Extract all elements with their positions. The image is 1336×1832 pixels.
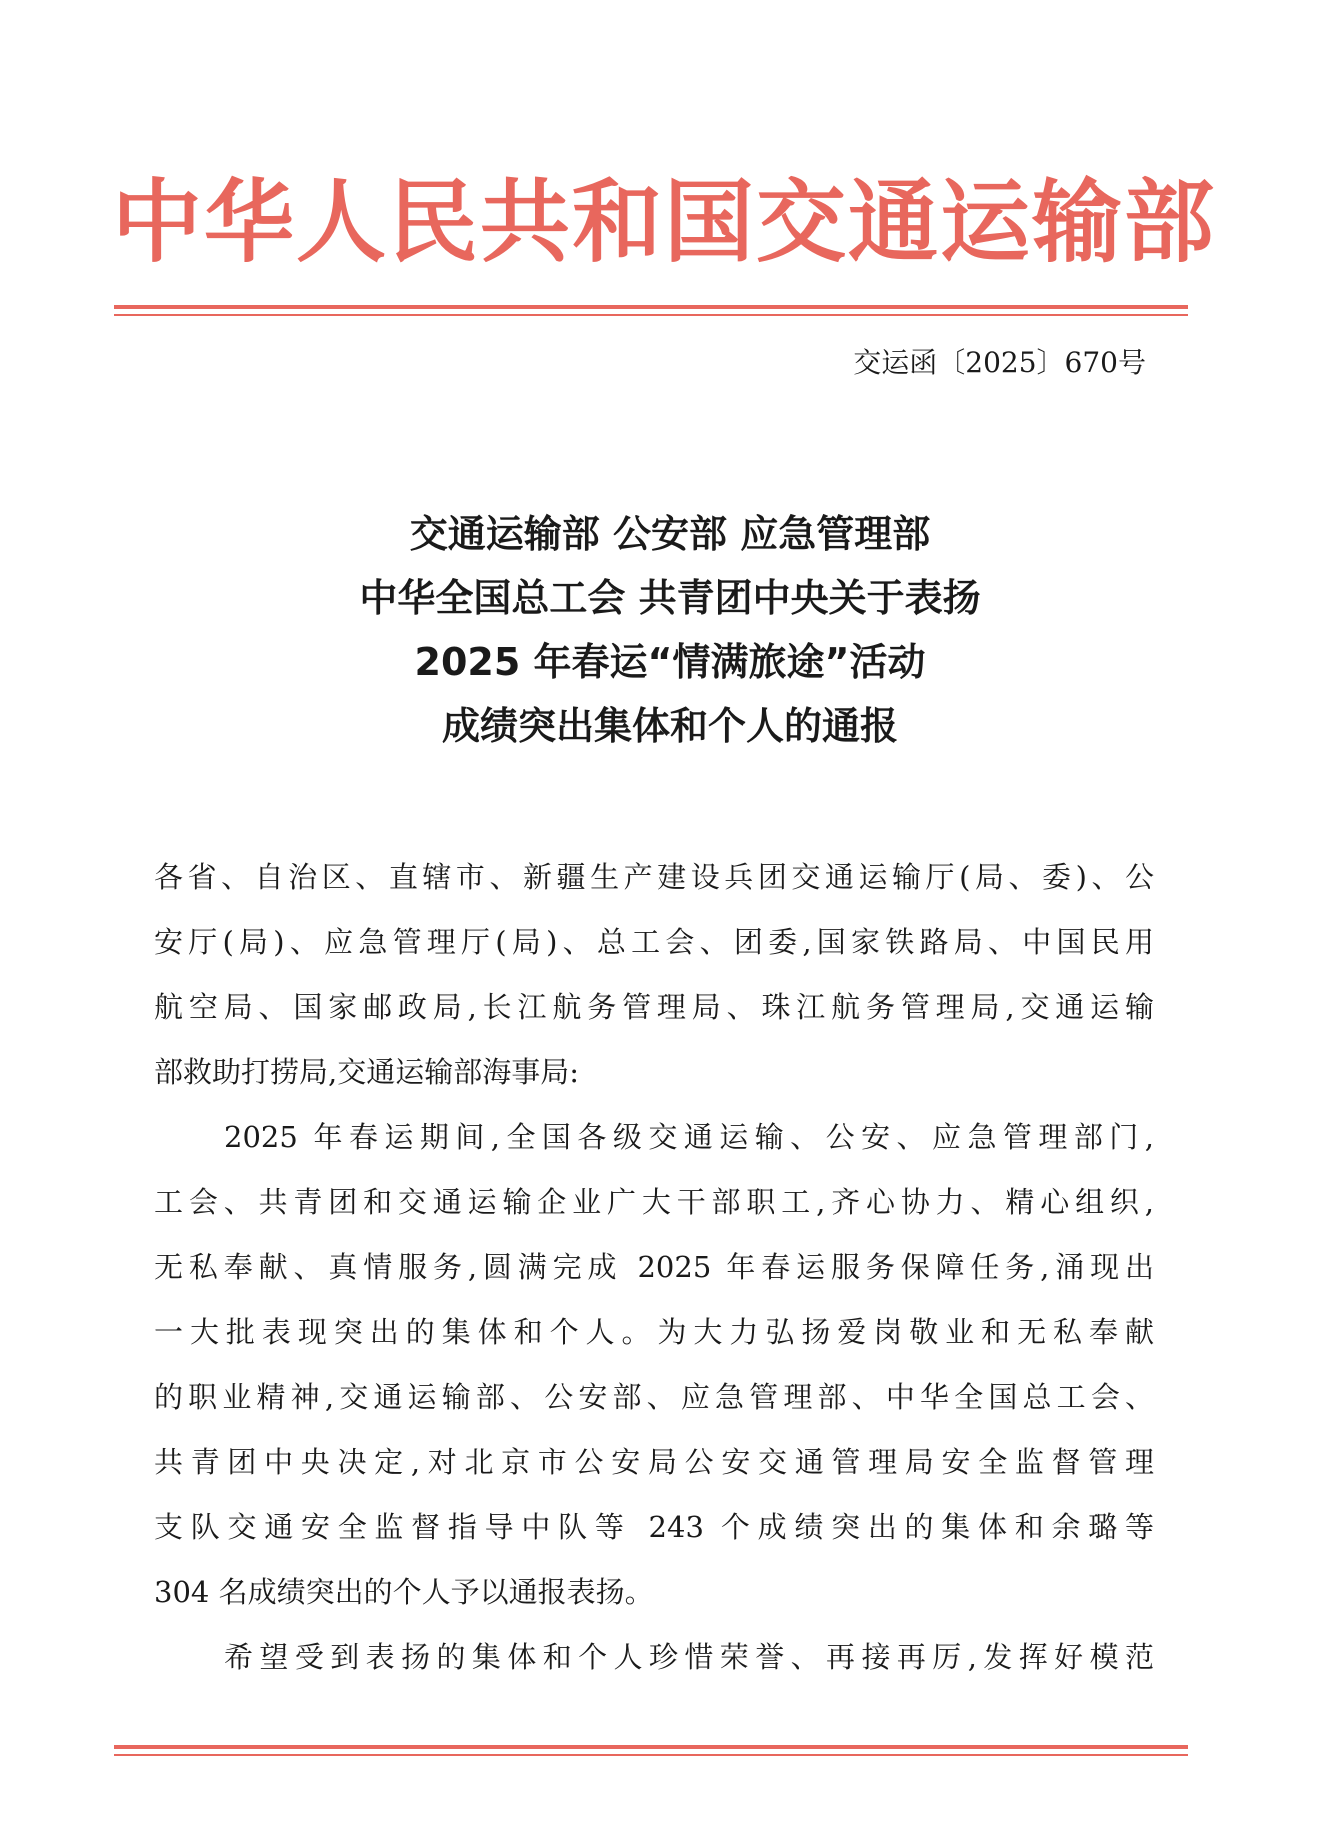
- body-line: 各省、自治区、直辖市、新疆生产建设兵团交通运输厅(局、委)、公: [154, 860, 1154, 894]
- body-line: 的职业精神,交通运输部、公安部、应急管理部、中华全国总工会、: [154, 1380, 1154, 1414]
- title-line: 2025 年春运“情满旅途”活动: [414, 640, 926, 684]
- body-line: 希望受到表扬的集体和个人珍惜荣誉、再接再厉,发挥好模范: [224, 1640, 1154, 1674]
- title-line: 中华全国总工会 共青团中央关于表扬: [359, 576, 981, 620]
- title-line: 交通运输部 公安部 应急管理部: [409, 512, 931, 556]
- body-line: 一大批表现突出的集体和个人。为大力弘扬爱岗敬业和无私奉献: [154, 1315, 1154, 1349]
- body-line: 无私奉献、真情服务,圆满完成 2025 年春运服务保障任务,涌现出: [154, 1250, 1154, 1284]
- body-line: 航空局、国家邮政局,长江航务管理局、珠江航务管理局,交通运输: [154, 990, 1154, 1024]
- footer-rule-thick: [114, 1745, 1188, 1749]
- body-line: 部救助打捞局,交通运输部海事局:: [154, 1055, 579, 1089]
- footer-rule-thin: [114, 1754, 1188, 1756]
- document-body: [154, 845, 1154, 1690]
- body-line: 2025 年春运期间,全国各级交通运输、公安、应急管理部门,: [224, 1120, 1154, 1154]
- document-number: 交运函〔2025〕670号: [853, 346, 1146, 379]
- body-line: 工会、共青团和交通运输企业广大干部职工,齐心协力、精心组织,: [154, 1185, 1154, 1219]
- recipients-paragraph: [154, 845, 1154, 1105]
- main-paragraph: [154, 1105, 1154, 1625]
- body-line: 共青团中央决定,对北京市公安局公安交通管理局安全监督管理: [154, 1445, 1154, 1479]
- title-line: 成绩突出集体和个人的通报: [441, 704, 898, 748]
- header-rule-thick: [114, 305, 1188, 309]
- closing-paragraph: [154, 1625, 1154, 1690]
- document-title: [150, 502, 1190, 758]
- header-rule-thin: [114, 314, 1188, 316]
- body-line: 支队交通安全监督指导中队等 243 个成绩突出的集体和余璐等: [154, 1510, 1154, 1544]
- issuer-masthead: 中华人民共和国交通运输部: [112, 169, 1216, 275]
- body-line: 安厅(局)、应急管理厅(局)、总工会、团委,国家铁路局、中国民用: [154, 925, 1154, 959]
- body-line: 304 名成绩突出的个人予以通报表扬。: [154, 1575, 654, 1609]
